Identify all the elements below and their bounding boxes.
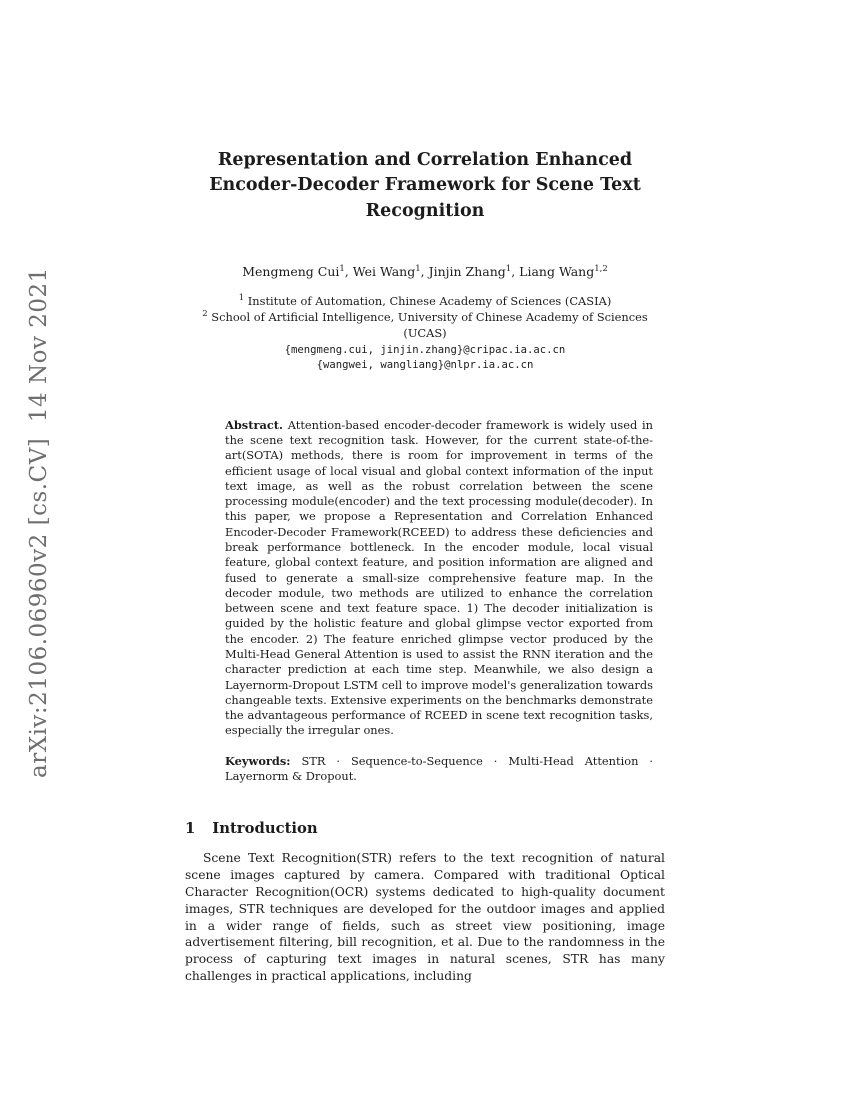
email-line: {wangwei, wangliang}@nlpr.ia.ac.cn <box>316 359 534 372</box>
affiliation-line <box>185 310 665 342</box>
author-separator: , <box>511 264 520 280</box>
affiliation-line <box>185 294 665 310</box>
affiliations-block <box>185 294 665 342</box>
introduction-paragraph: Scene Text Recognition(STR) refers to the text recognition of natural scene images captured by camera. Compared with traditional Optical Character Recognition(OCR) systems dedicated to high-quality document images, STR techniques are developed for the outdoor images and applied in a wider range of fields, such as street view positioning, image advertisement filtering, bill recognition, et al. Due to the randomness in the process of capturing text images in natural scenes, STR has many challenges in practical applications, including <box>185 851 665 984</box>
keywords-text: STR · Sequence-to-Sequence · Multi-Head Attention · Layernorm & Dropout. <box>225 753 653 783</box>
author-name: Jinjin Zhang <box>428 264 506 280</box>
affiliation-marker: 2 <box>202 309 208 320</box>
author-name: Wei Wang <box>352 264 416 280</box>
emails-block <box>185 343 665 374</box>
arxiv-watermark: arXiv:2106.06960v2 [cs.CV] 14 Nov 2021 <box>26 267 52 778</box>
keywords-block <box>225 754 653 785</box>
author-separator: , <box>344 264 353 280</box>
authors-line <box>185 264 665 279</box>
email-line: {mengmeng.cui, jinjin.zhang}@cripac.ia.ac.cn <box>284 344 566 357</box>
affiliation-marker: 1 <box>238 293 245 304</box>
affiliation-text: Institute of Automation, Chinese Academy of Sciences (CASIA) <box>244 294 612 309</box>
abstract-block <box>225 418 653 739</box>
author-affiliation-marker: 1,2 <box>594 263 608 274</box>
author-name: Mengmeng Cui <box>242 264 340 280</box>
section-number: 1 <box>185 820 196 838</box>
author-affiliation-marker: 1 <box>415 263 421 274</box>
paper-page <box>185 148 665 985</box>
author-name: Liang Wang <box>519 264 595 280</box>
abstract-label: Abstract. <box>225 417 284 432</box>
author-separator: , <box>420 264 429 280</box>
keywords-label: Keywords: <box>225 753 291 768</box>
section-title: Introduction <box>212 820 318 838</box>
section-heading-introduction <box>185 820 665 837</box>
author-affiliation-marker: 1 <box>505 263 512 274</box>
abstract-text: Attention-based encoder-decoder framework is widely used in the scene text recognition task. However, for the current state-of-the-art(SOTA) methods, there is room for improvement in terms of the efficient usage of local visual and global context information of the input text image, as well as the robust correlation between the scene processing module(encoder) and the text processing module(decoder). In this paper, we propose a Representation and Correlation Enhanced Encoder-Decoder Framework(RCEED) to address these deficiencies and break performance bottleneck. In the encoder module, local visual feature, global context feature, and position information are aligned and fused to generate a small-size comprehensive feature map. In the decoder module, two methods are utilized to enhance the correlation between scene and text feature space. 1) The decoder initialization is guided by the holistic feature and global glimpse vector exported from the encoder. 2) The feature enriched glimpse vector produced by the Multi-Head General Attention is used to assist the RNN iteration and the character prediction at each time step. Meanwhile, we also design a Layernorm-Dropout LSTM cell to improve model's generalization towards changeable texts. Extensive experiments on the benchmarks demonstrate the advantageous performance of RCEED in scene text recognition tasks, especially the irregular ones. <box>225 417 653 738</box>
author-affiliation-marker: 1 <box>339 263 345 274</box>
affiliation-text: School of Artificial Intelligence, University of Chinese Academy of Sciences (UCAS) <box>207 310 648 341</box>
paper-title: Representation and Correlation Enhanced Encoder-Decoder Framework for Scene Text Recognition <box>209 150 641 221</box>
